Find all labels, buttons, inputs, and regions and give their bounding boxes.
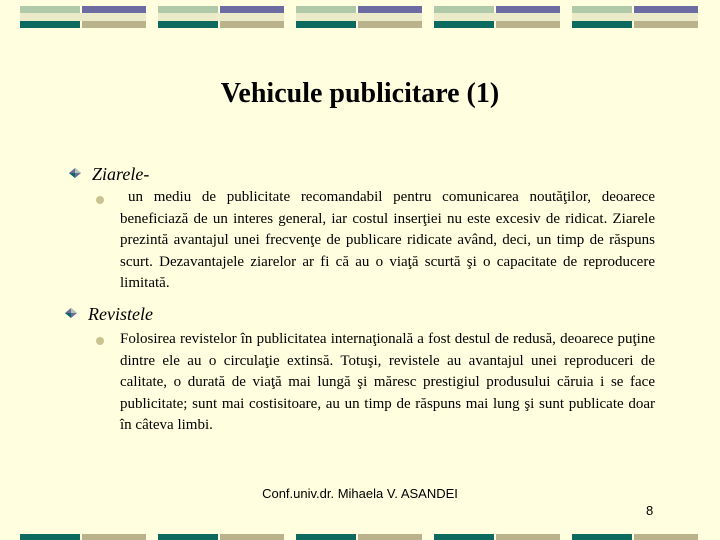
section-paragraph-revistele: Folosirea revistelor în publicitatea internaţională a fost destul de redusă, deoarece puţine dintre ele au o circulaţie extinsă. Totuşi, revistele au avantajul unei reproduceri de calitate, o durată de viaţă mai lungă şi măresc prestigiul produsului căruia i se face publicitate; sunt mai costisitoare, au un timp de răspuns mai lung şi sunt publicate doar în câteva limbi. xyxy=(120,331,655,433)
banner-block xyxy=(158,6,284,34)
banner-block xyxy=(20,6,146,34)
decorative-header-banner xyxy=(20,6,700,34)
section-bullet-icon xyxy=(68,167,82,179)
page-number: 8 xyxy=(646,503,654,518)
section-bullet-icon xyxy=(64,307,78,319)
paragraph-bullet-icon xyxy=(96,337,104,345)
banner-block xyxy=(572,6,698,34)
section-heading-text: Revistele xyxy=(88,304,153,324)
slide-title: Vehicule publicitare (1) xyxy=(220,78,500,109)
section-heading-revistele xyxy=(88,303,153,325)
section-heading-ziarele xyxy=(92,163,149,185)
paragraph-bullet-icon xyxy=(96,196,104,204)
section-heading-text: Ziarele- xyxy=(92,164,150,184)
decorative-footer-bar xyxy=(0,534,720,540)
footer-author: Conf.univ.dr. Mihaela V. ASANDEI xyxy=(262,486,458,501)
banner-block xyxy=(434,6,560,34)
section-paragraph-ziarele: un mediu de publicitate recomandabil pentru comunicarea noutăţilor, deoarece beneficiază de un interes general, iar costul inserţiei nu este excesiv de ridicat. Ziarele prezintă avantajul unei frecvenţe de publicare ridicate având, deci, un timp de răspuns scurt. Dezavantajele ziarelor ar fi că au o viaţă scurtă şi o capacitate de reproducere limitată. xyxy=(120,189,655,291)
banner-block xyxy=(296,6,422,34)
